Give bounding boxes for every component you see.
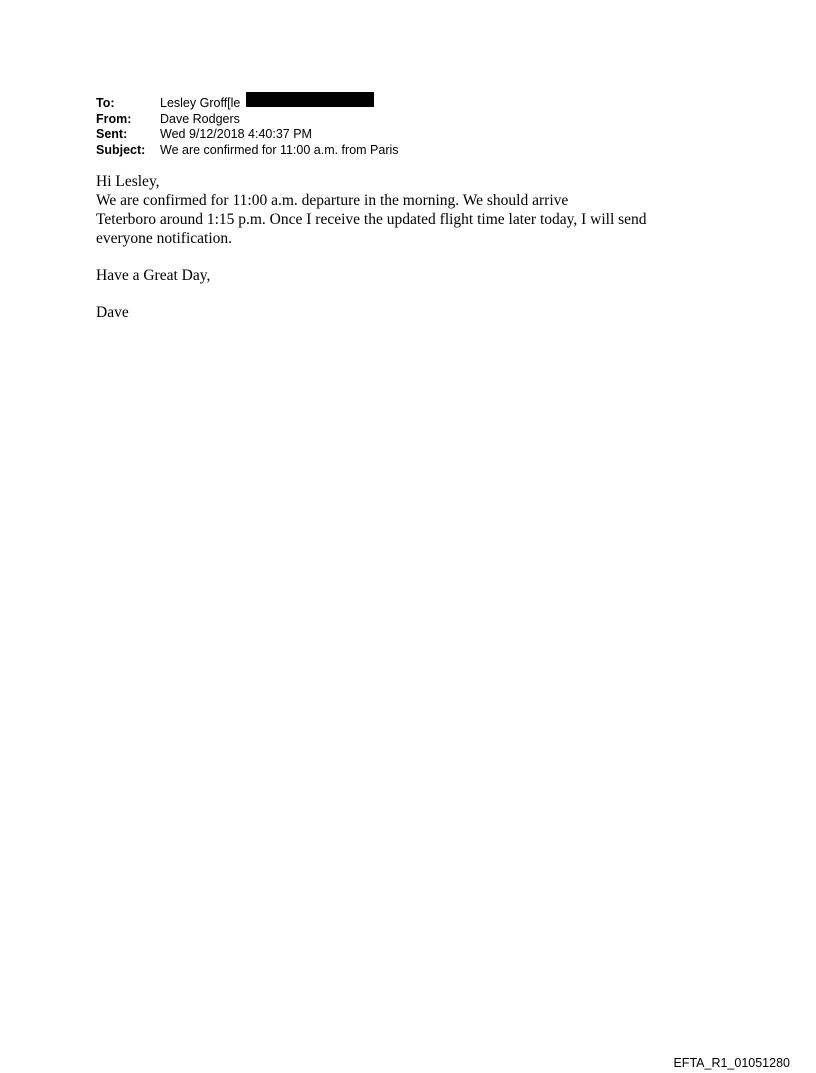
header-to-label: To: bbox=[96, 96, 115, 110]
greeting: Hi Lesley, bbox=[96, 173, 160, 190]
body-line: Teterboro around 1:15 p.m. Once I receive the updated flight time later today, I will send bbox=[96, 211, 647, 228]
document-id: EFTA_R1_01051280 bbox=[673, 1056, 790, 1070]
header-from-value: Dave Rodgers bbox=[160, 111, 240, 126]
header-sent-row bbox=[96, 127, 399, 143]
header-subject-row bbox=[96, 143, 399, 159]
header-sent-value: Wed 9/12/2018 4:40:37 PM bbox=[160, 127, 312, 141]
header-to-value: Lesley Groff[le bbox=[160, 96, 241, 110]
body-line: everyone notification. bbox=[96, 230, 233, 247]
header-from-label: From: bbox=[96, 111, 132, 126]
header-subject-label: Subject: bbox=[96, 142, 146, 157]
closing: Have a Great Day, bbox=[96, 267, 211, 284]
body-line: We are confirmed for 11:00 a.m. departure in the morning. We should arrive bbox=[96, 192, 569, 209]
paragraph-gap bbox=[96, 285, 736, 303]
redaction-box bbox=[246, 92, 374, 107]
paragraph-gap bbox=[96, 248, 736, 266]
email-body bbox=[96, 172, 736, 322]
header-from-row bbox=[96, 112, 399, 128]
header-sent-label: Sent: bbox=[96, 127, 128, 141]
header-subject-value: We are confirmed for 11:00 a.m. from Paris bbox=[160, 142, 399, 157]
signature: Dave bbox=[96, 304, 129, 321]
